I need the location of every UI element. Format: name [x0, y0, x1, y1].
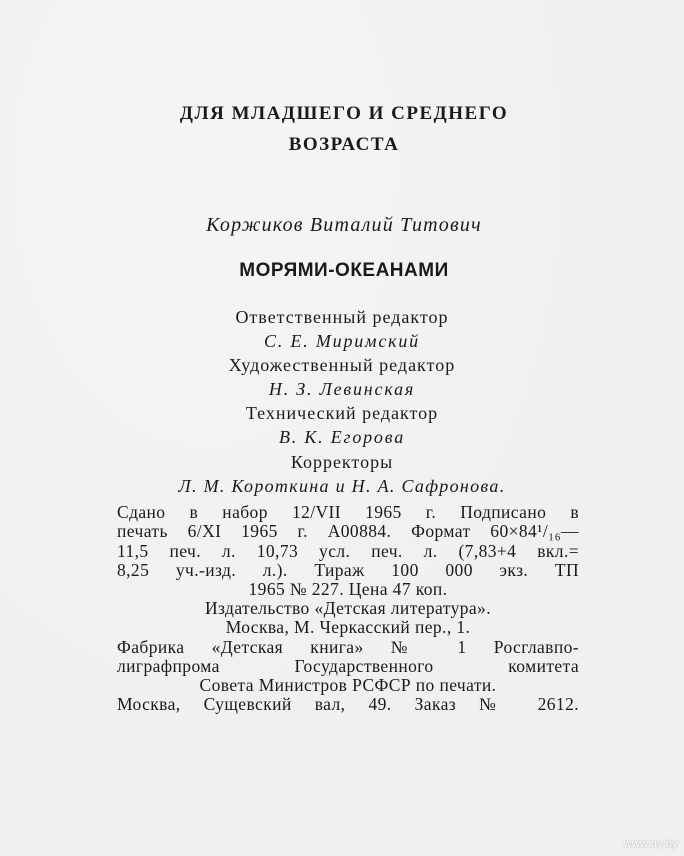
credit-name-art-editor: Н. З. Левинская	[268, 379, 416, 399]
site-watermark: www.ay.by	[623, 838, 678, 850]
imprint-line: печать 6/XI 1965 г. А00884. Формат 60×84¹/₁₆—	[117, 521, 579, 541]
imprint-line: Москва, М. Черкасский пер., 1.	[225, 617, 471, 637]
credit-role-proofreaders: Корректоры	[290, 452, 394, 472]
imprint-line: Москва, Сущевский вал, 49. Заказ № 2612.	[117, 694, 579, 714]
imprint-line: 8,25 уч.-изд. л.). Тираж 100 000 экз. ТП	[117, 560, 579, 580]
imprint-line: Сдано в набор 12/VII 1965 г. Подписано в	[117, 502, 579, 522]
imprint-line: 11,5 печ. л. 10,73 усл. печ. л. (7,83+4 вкл.=	[117, 541, 579, 561]
credit-name-responsible-editor: С. Е. Миримский	[264, 331, 420, 351]
credit-role-technical-editor: Технический редактор	[245, 403, 439, 423]
credit-role-responsible-editor: Ответственный редактор	[235, 307, 449, 327]
book-title: МОРЯМИ-ОКЕАНАМИ	[239, 260, 449, 281]
credit-name-proofreaders: Л. М. Короткина и Н. А. Сафронова.	[178, 476, 506, 496]
imprint-line: лиграфпрома Государственного комитета	[117, 656, 579, 676]
imprint-line: Фабрика «Детская книга» № 1 Росглавпо-	[117, 637, 579, 657]
author-name: Коржиков Виталий Титович	[206, 214, 482, 236]
series-label-line-1: ДЛЯ МЛАДШЕГО И СРЕДНЕГО	[179, 103, 509, 124]
series-label-line-2: ВОЗРАСТА	[288, 134, 400, 155]
credit-role-art-editor: Художественный редактор	[228, 355, 456, 375]
credit-name-technical-editor: В. К. Егорова	[278, 427, 406, 447]
imprint-line: Совета Министров РСФСР по печати.	[199, 675, 497, 695]
imprint-line: Издательство «Детская литература».	[205, 598, 491, 618]
imprint-line: 1965 № 227. Цена 47 коп.	[248, 579, 448, 599]
